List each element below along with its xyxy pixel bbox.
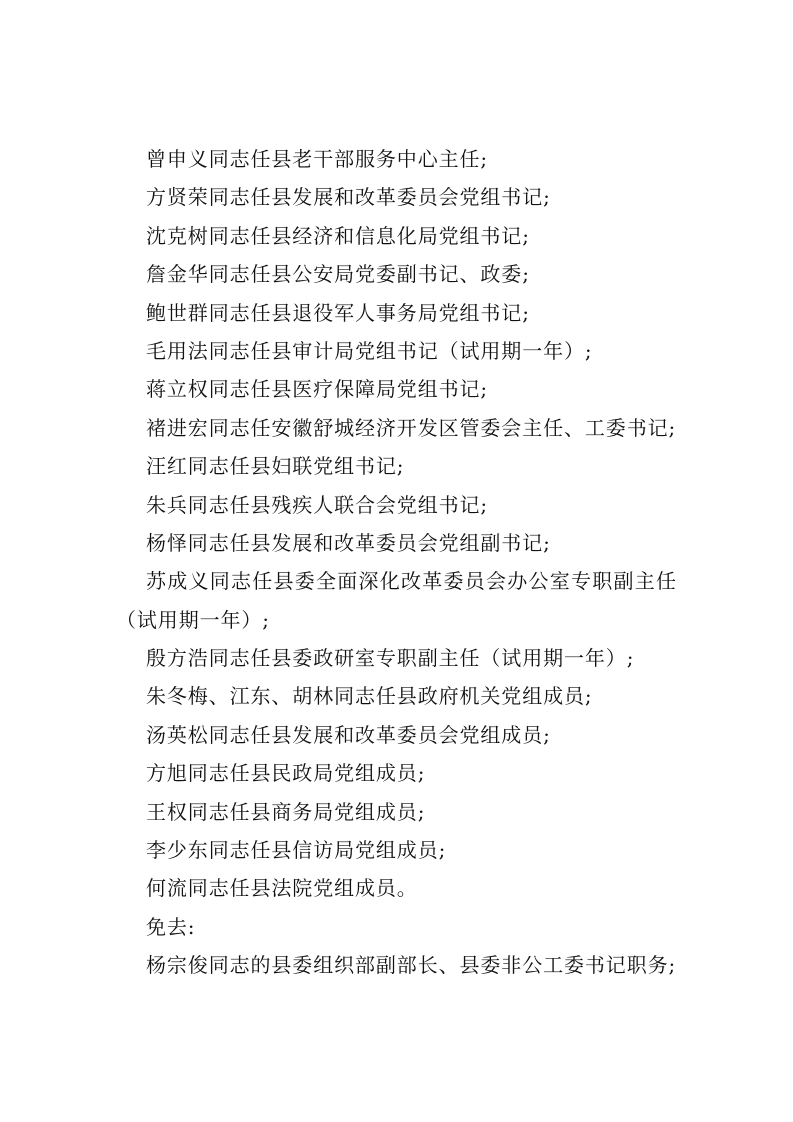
appointment-line-18: 李少东同志任县信访局党组成员; bbox=[146, 838, 447, 863]
appointment-line-2: 方贤荣同志任县发展和改革委员会党组书记; bbox=[146, 185, 551, 210]
appointment-line-12-continuation: （试用期一年）; bbox=[116, 607, 270, 632]
document-body bbox=[116, 140, 696, 985]
appointment-line-15: 汤英松同志任县发展和改革委员会党组成员; bbox=[146, 722, 551, 747]
appointment-line-8: 褚进宏同志任安徽舒城经济开发区管委会主任、工委书记; bbox=[146, 415, 677, 440]
appointment-line-13: 殷方浩同志任县委政研室专职副主任（试用期一年）; bbox=[146, 646, 635, 671]
appointment-line-6: 毛用法同志任县审计局党组书记（试用期一年）; bbox=[146, 338, 593, 363]
removal-heading: 免去: bbox=[146, 914, 196, 939]
appointment-line-11: 杨怿同志任县发展和改革委员会党组副书记; bbox=[146, 530, 551, 555]
appointment-line-7: 蒋立权同志任县医疗保障局党组书记; bbox=[146, 377, 489, 402]
appointment-line-9: 汪红同志任县妇联党组书记; bbox=[146, 454, 405, 479]
appointment-line-16: 方旭同志任县民政局党组成员; bbox=[146, 761, 426, 786]
appointment-line-14: 朱冬梅、江东、胡林同志任县政府机关党组成员; bbox=[146, 684, 593, 709]
appointment-line-4: 詹金华同志任县公安局党委副书记、政委; bbox=[146, 262, 530, 287]
appointment-line-12: 苏成义同志任县委全面深化改革委员会办公室专职副主任 bbox=[146, 569, 678, 594]
appointment-line-5: 鲍世群同志任县退役军人事务局党组书记; bbox=[146, 300, 530, 325]
appointment-line-3: 沈克树同志任县经济和信息化局党组书记; bbox=[146, 223, 530, 248]
appointment-line-19: 何流同志任县法院党组成员。 bbox=[146, 876, 418, 901]
appointment-line-1: 曾申义同志任县老干部服务中心主任; bbox=[146, 147, 489, 171]
appointment-line-10: 朱兵同志任县残疾人联合会党组书记; bbox=[146, 492, 489, 517]
appointment-line-17: 王权同志任县商务局党组成员; bbox=[146, 799, 426, 824]
removal-line-1: 杨宗俊同志的县委组织部副部长、县委非公工委书记职务; bbox=[146, 953, 677, 978]
